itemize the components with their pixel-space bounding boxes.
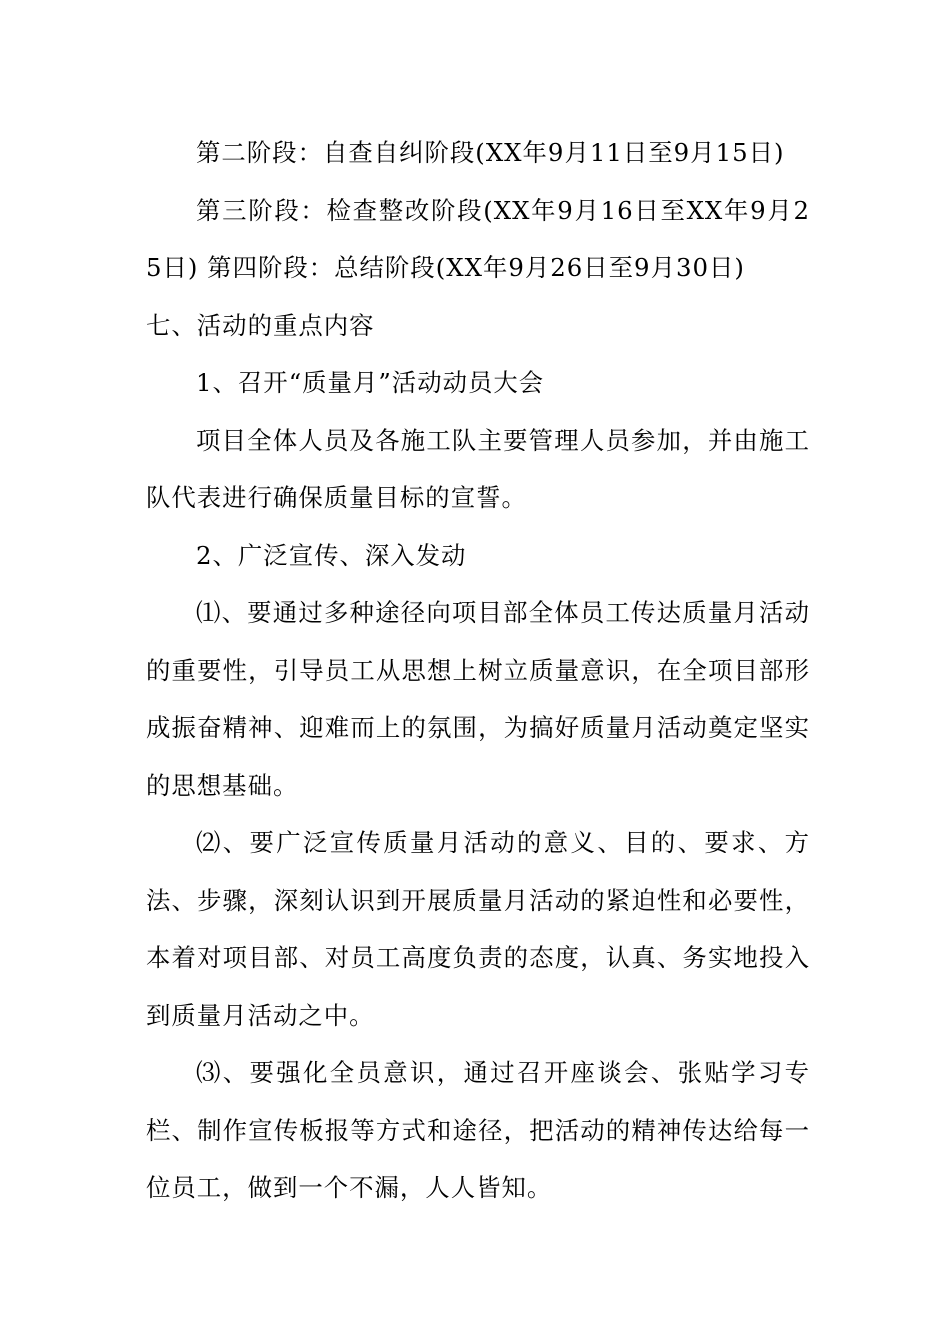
paragraph-item-2-3: ⑶、要强化全员意识，通过召开座谈会、张贴学习专栏、制作宣传板报等方式和途径，把活动的精神传达给每一位员工，做到一个不漏，人人皆知。 <box>146 1058 810 1202</box>
paragraph-stage-2: 第二阶段：自查自纠阶段(XX年9月11日至9月15日) <box>196 138 785 167</box>
paragraph-item-1-body: 项目全体人员及各施工队主要管理人员参加，并由施工队代表进行确保质量目标的宣誓。 <box>146 425 810 512</box>
paragraph-stage-3-4: 第三阶段：检查整改阶段(XX年9月16日至XX年9月25日) 第四阶段：总结阶段(XX年9月26日至9月30日) <box>146 195 810 282</box>
item-heading-1: 1、召开“质量月”活动动员大会 <box>196 368 545 397</box>
item-heading-2: 2、广泛宣传、深入发动 <box>196 540 467 570</box>
document-body <box>146 124 810 1217</box>
section-heading-7: 七、活动的重点内容 <box>146 310 375 340</box>
paragraph-item-2-2: ⑵、要广泛宣传质量月活动的意义、目的、要求、方法、步骤，深刻认识到开展质量月活动的紧迫性和必要性，本着对项目部、对员工高度负责的态度，认真、务实地投入到质量月活动之中。 <box>146 828 810 1030</box>
paragraph-item-2-1: ⑴、要通过多种途径向项目部全体员工传达质量月活动的重要性，引导员工从思想上树立质量意识，在全项目部形成振奋精神、迎难而上的氛围，为搞好质量月活动奠定坚实的思想基础。 <box>146 598 810 800</box>
